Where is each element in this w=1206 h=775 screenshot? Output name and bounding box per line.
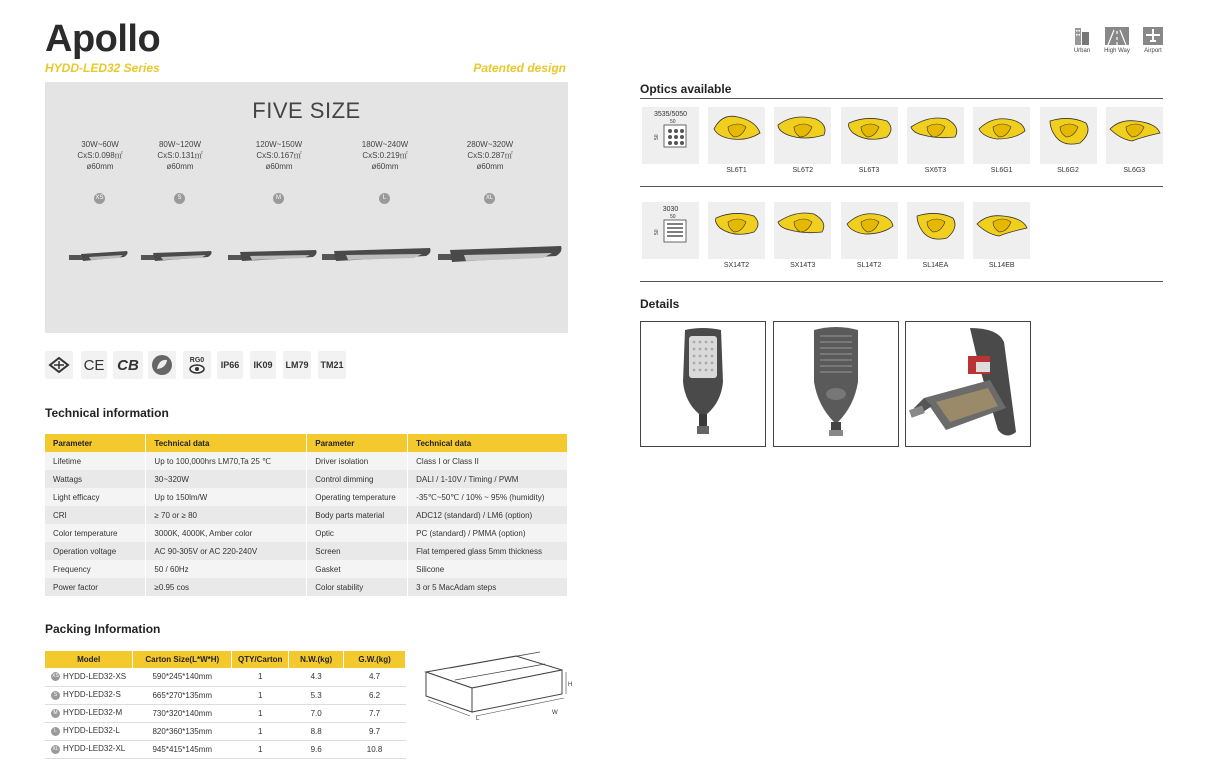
size-badge-xs: XS	[94, 193, 105, 204]
column-header: Parameter	[45, 434, 146, 452]
column-header: Model	[45, 651, 133, 668]
table-cell: 9.6	[289, 740, 344, 758]
table-row	[45, 470, 568, 488]
model-name: HYDD-LED32-M	[63, 708, 123, 718]
table-cell: Operation voltage	[45, 542, 146, 560]
streetlight-xs-image	[69, 248, 129, 268]
table-row	[45, 686, 406, 704]
detail-front-view-image	[640, 321, 766, 447]
size-cxs: CxS:0.219㎡	[362, 151, 408, 160]
highway-application	[1100, 26, 1134, 54]
ip66-rating-icon: IP66	[217, 351, 243, 379]
led-module-icon	[646, 118, 696, 154]
size-m-specs	[229, 139, 329, 172]
optic-label: SL6T3	[858, 167, 880, 174]
size-l-specs	[335, 139, 435, 172]
table-cell: 7.7	[344, 704, 406, 722]
table-cell: 665*270*135mm	[133, 686, 232, 704]
size-power: 80W~120W	[158, 140, 202, 149]
table-cell: Driver isolation	[307, 452, 408, 470]
airport-label: Airport	[1144, 48, 1162, 54]
airport-application	[1138, 26, 1168, 54]
airport-plane-icon	[1142, 26, 1164, 46]
led-dim-side: 50	[653, 229, 660, 235]
optic-label: SL14EB	[988, 262, 1015, 269]
optic-distribution-icon	[841, 107, 898, 164]
column-header: Parameter	[307, 434, 408, 452]
table-cell: 1	[232, 740, 289, 758]
table-row	[45, 506, 568, 524]
rg0-label: RG0	[189, 356, 205, 364]
table-cell: ≥ 70 or ≥ 80	[146, 506, 307, 524]
table-cell: Wattags	[45, 470, 146, 488]
size-power: 280W~320W	[466, 140, 514, 149]
led-package-3535-5050	[642, 107, 699, 164]
table-cell: Flat tempered glass 5mm thickness	[408, 542, 568, 560]
optic-label: SX14T2	[723, 262, 750, 269]
table-cell: Power factor	[45, 578, 146, 596]
optic-label: SX14T3	[790, 262, 816, 269]
table-cell: Class I or Class II	[408, 452, 568, 470]
box-length-label: L	[476, 716, 480, 722]
led-dim-top: 50	[669, 119, 676, 125]
led-package-label: 3030	[662, 206, 679, 213]
table-cell: 5.3	[289, 686, 344, 704]
streetlight-xl-image	[438, 242, 563, 270]
detail-back-view-image	[773, 321, 899, 447]
optic-distribution-icon	[774, 107, 831, 164]
urban-building-icon	[1072, 26, 1092, 46]
led-dim-side: 50	[653, 134, 660, 140]
table-cell: 3 or 5 MacAdam steps	[408, 578, 568, 596]
technical-information-heading: Technical information	[45, 406, 169, 420]
table-row	[45, 578, 568, 596]
table-cell: 7.0	[289, 704, 344, 722]
table-header-row	[45, 651, 406, 668]
product-series: HYDD-LED32 Series	[45, 61, 160, 75]
table-cell: CRI	[45, 506, 146, 524]
optic-label: SL14T2	[856, 262, 882, 269]
table-cell: 590*245*140mm	[133, 668, 232, 686]
column-header: Technical data	[408, 434, 568, 452]
table-row	[45, 524, 568, 542]
divider	[640, 186, 1163, 187]
table-cell: 8.8	[289, 722, 344, 740]
size-badge: XS	[52, 673, 59, 680]
table-cell: Color temperature	[45, 524, 146, 542]
table-cell: 945*415*145mm	[133, 740, 232, 758]
technical-data-table	[45, 434, 568, 596]
model-name: HYDD-LED32-S	[63, 690, 121, 700]
table-cell: 4.3	[289, 668, 344, 686]
box-height-label: H	[568, 682, 573, 688]
table-cell: 1	[232, 668, 289, 686]
table-cell: Up to 100,000hrs LM70,Ta 25 ℃	[146, 452, 307, 470]
size-badge: S	[51, 691, 60, 700]
table-cell: PC (standard) / PMMA (option)	[408, 524, 568, 542]
size-diameter: ø60mm	[265, 162, 293, 171]
led-dim-top: 50	[669, 214, 676, 220]
optic-distribution-icon	[907, 202, 964, 259]
table-cell: 1	[232, 704, 289, 722]
table-cell: Control dimming	[307, 470, 408, 488]
table-cell: 50 / 60Hz	[146, 560, 307, 578]
table-cell: 1	[232, 722, 289, 740]
size-badge: M	[51, 709, 60, 718]
packing-table	[45, 651, 406, 759]
table-cell: Gasket	[307, 560, 408, 578]
table-cell: Color stability	[307, 578, 408, 596]
rg0-eye-icon	[183, 351, 211, 379]
table-cell: 1	[232, 686, 289, 704]
table-row	[45, 668, 406, 686]
table-row	[45, 452, 568, 470]
optic-distribution-icon	[1040, 107, 1097, 164]
table-cell: AC 90-305V or AC 220-240V	[146, 542, 307, 560]
size-badge: L	[51, 727, 60, 736]
column-header: Carton Size(L*W*H)	[133, 651, 232, 668]
size-cxs: CxS:0.131㎡	[157, 151, 203, 160]
table-cell: DALI / 1-10V / Timing / PWM	[408, 470, 568, 488]
column-header: N.W.(kg)	[289, 651, 344, 668]
table-header-row	[45, 434, 568, 452]
table-cell: 9.7	[344, 722, 406, 740]
table-cell: 10.8	[344, 740, 406, 758]
table-cell: Body parts material	[307, 506, 408, 524]
ik09-rating-icon: IK09	[250, 351, 276, 379]
table-cell: Operating temperature	[307, 488, 408, 506]
table-cell: 6.2	[344, 686, 406, 704]
table-row	[45, 542, 568, 560]
table-cell: Up to 150lm/W	[146, 488, 307, 506]
optic-distribution-icon	[708, 202, 765, 259]
column-header: G.W.(kg)	[344, 651, 406, 668]
table-cell: Screen	[307, 542, 408, 560]
patent-label: Patented design	[473, 61, 566, 75]
table-cell: 4.7	[344, 668, 406, 686]
table-cell: 820*360*135mm	[133, 722, 232, 740]
streetlight-s-image	[141, 247, 213, 267]
table-cell: 3000K, 4000K, Amber color	[146, 524, 307, 542]
model-cell	[45, 668, 133, 686]
product-title: Apollo	[45, 18, 161, 60]
size-power: 30W~60W	[81, 140, 119, 149]
optic-label: SL14EA	[922, 262, 949, 269]
model-name: HYDD-LED32-XS	[63, 672, 127, 682]
table-cell: 730*320*140mm	[133, 704, 232, 722]
table-row	[45, 740, 406, 758]
led-package-label: 3535/5050	[653, 111, 688, 118]
highway-label: High Way	[1104, 48, 1130, 54]
size-cxs: CxS:0.287㎡	[467, 151, 513, 160]
optic-distribution-icon	[774, 202, 831, 259]
size-s-specs	[130, 139, 230, 172]
optic-distribution-icon	[973, 107, 1030, 164]
ce-certification-icon: CE	[81, 351, 107, 379]
table-cell: ≥0.95 cos	[146, 578, 307, 596]
size-badge-xl: XL	[484, 193, 495, 204]
five-size-heading: FIVE SIZE	[252, 98, 361, 123]
five-size-panel	[45, 82, 568, 333]
table-row	[45, 488, 568, 506]
model-name: HYDD-LED32-L	[63, 726, 120, 736]
size-badge: XL	[52, 745, 59, 752]
table-cell: Lifetime	[45, 452, 146, 470]
size-cxs: CxS:0.098㎡	[77, 151, 123, 160]
size-cxs: CxS:0.167㎡	[256, 151, 302, 160]
optic-label: SL6G1	[990, 167, 1013, 174]
highway-road-icon	[1104, 26, 1130, 46]
led-module-icon	[646, 213, 696, 249]
packing-information-heading: Packing Information	[45, 622, 161, 636]
table-row	[45, 722, 406, 740]
table-row	[45, 560, 568, 578]
model-cell	[45, 704, 133, 722]
model-cell	[45, 686, 133, 704]
size-xl-specs	[440, 139, 540, 172]
model-cell	[45, 740, 133, 758]
optic-label: SL6G2	[1057, 167, 1079, 174]
size-badge-s: S	[174, 193, 185, 204]
lm79-badge-icon: LM79	[283, 351, 311, 379]
table-cell: Silicone	[408, 560, 568, 578]
tm21-badge-icon: TM21	[318, 351, 346, 379]
column-header: Technical data	[146, 434, 307, 452]
optic-distribution-icon	[841, 202, 898, 259]
size-diameter: ø60mm	[476, 162, 504, 171]
table-cell: Light efficacy	[45, 488, 146, 506]
divider	[640, 98, 1163, 99]
optic-label: SL6G3	[1123, 167, 1146, 174]
urban-label: Urban	[1073, 48, 1091, 54]
model-name: HYDD-LED32-XL	[63, 744, 126, 754]
details-heading: Details	[640, 297, 680, 311]
size-power: 180W~240W	[361, 140, 409, 149]
size-diameter: ø60mm	[371, 162, 399, 171]
carton-box-diagram	[420, 650, 573, 725]
ccc-certification-icon	[45, 351, 73, 379]
size-diameter: ø60mm	[166, 162, 194, 171]
column-header: QTY/Carton	[232, 651, 289, 668]
table-cell: Frequency	[45, 560, 146, 578]
streetlight-l-image	[322, 244, 432, 268]
detail-open-housing-image	[905, 321, 1031, 447]
urban-application	[1070, 26, 1094, 54]
table-row	[45, 704, 406, 722]
size-power: 120W~150W	[255, 140, 303, 149]
streetlight-m-image	[228, 246, 318, 268]
rohs-leaf-icon	[148, 351, 176, 379]
optic-distribution-icon	[907, 107, 964, 164]
divider	[640, 281, 1163, 282]
optic-label: SX6T3	[924, 167, 947, 174]
optic-label: SL6T1	[726, 167, 747, 174]
cb-certification-icon: CB	[113, 351, 143, 379]
table-cell: 30~320W	[146, 470, 307, 488]
table-cell: -35℃~50℃ / 10% ~ 95% (humidity)	[408, 488, 568, 506]
box-width-label: W	[552, 710, 558, 716]
optic-label: SL6T2	[792, 167, 814, 174]
size-badge-l: L	[379, 193, 390, 204]
model-cell	[45, 722, 133, 740]
size-badge-m: M	[273, 193, 284, 204]
table-cell: ADC12 (standard) / LM6 (option)	[408, 506, 568, 524]
optics-available-heading: Optics available	[640, 82, 732, 96]
optic-distribution-icon	[708, 107, 765, 164]
table-cell: Optic	[307, 524, 408, 542]
optic-distribution-icon	[973, 202, 1030, 259]
led-package-3030	[642, 202, 699, 259]
size-diameter: ø60mm	[86, 162, 114, 171]
optic-distribution-icon	[1106, 107, 1163, 164]
